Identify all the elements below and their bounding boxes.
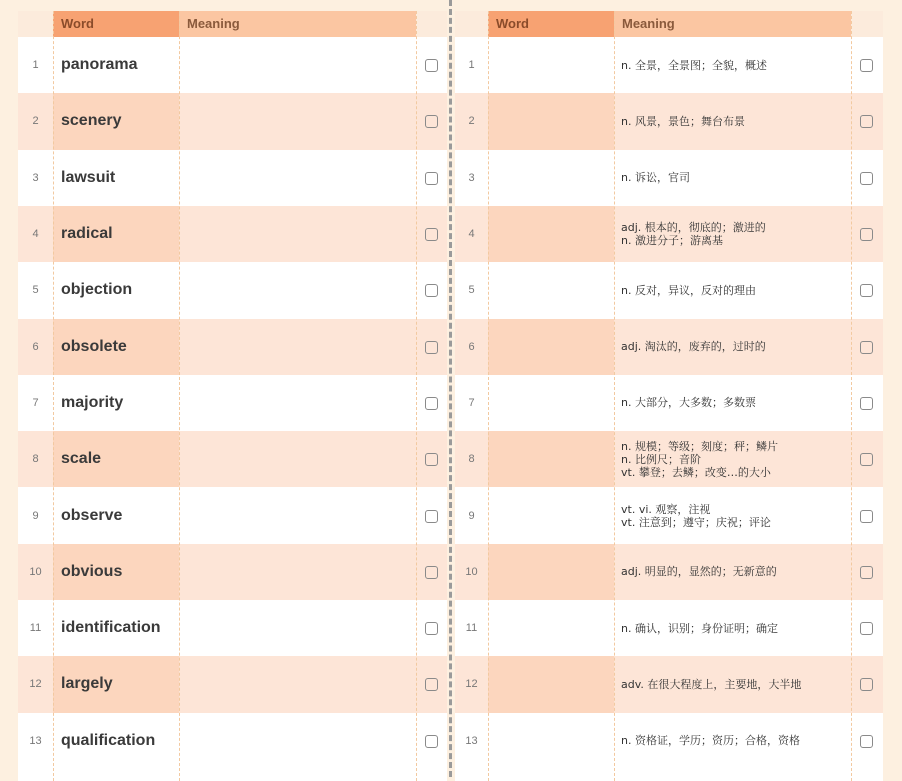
checkbox[interactable] <box>425 284 438 297</box>
meaning-line: n. 反对，异议，反对的理由 <box>621 283 756 297</box>
right-panel-meaning-list <box>455 11 883 781</box>
meaning-cell[interactable] <box>179 206 416 262</box>
checkbox[interactable] <box>425 453 438 466</box>
word-cell[interactable] <box>488 150 614 206</box>
word-cell[interactable] <box>488 206 614 262</box>
meaning-cell[interactable] <box>614 37 851 93</box>
table-row <box>18 600 447 656</box>
checkbox[interactable] <box>860 172 873 185</box>
row-number: 5 <box>32 284 39 297</box>
word-cell[interactable] <box>488 656 614 712</box>
checkbox[interactable] <box>425 115 438 128</box>
table-row <box>455 150 883 206</box>
table-row <box>18 431 447 487</box>
left-panel-word-list <box>18 11 447 781</box>
row-number: 12 <box>29 678 42 691</box>
meaning-line: n. 诉讼，官司 <box>621 171 690 185</box>
word-cell[interactable] <box>488 262 614 318</box>
table-row <box>18 544 447 600</box>
table-row <box>455 713 883 769</box>
meaning-cell[interactable] <box>179 37 416 93</box>
word-cell[interactable] <box>488 487 614 543</box>
row-number: 13 <box>29 734 42 747</box>
checkbox[interactable] <box>860 228 873 241</box>
word-cell[interactable]: largely <box>61 675 113 693</box>
word-cell[interactable] <box>488 93 614 149</box>
checkbox[interactable] <box>860 341 873 354</box>
meaning-line: n. 确认，识别；身份证明；确定 <box>621 621 778 635</box>
meaning-cell[interactable] <box>614 487 851 543</box>
checkbox[interactable] <box>860 735 873 748</box>
table-row <box>455 656 883 712</box>
word-cell[interactable]: objection <box>61 281 133 299</box>
row-number: 9 <box>32 509 39 522</box>
word-cell[interactable]: observe <box>61 506 123 524</box>
meaning-cell[interactable] <box>179 150 416 206</box>
row-number: 10 <box>29 565 42 578</box>
meaning-line: n. 全景，全景图；全貌，概述 <box>621 58 767 72</box>
meaning-line: n. 激进分子；游离基 <box>621 234 723 248</box>
meaning-cell[interactable] <box>614 656 851 712</box>
table-row <box>455 600 883 656</box>
word-cell[interactable]: identification <box>61 619 161 637</box>
checkbox[interactable] <box>425 341 438 354</box>
table-row <box>18 375 447 431</box>
header-check <box>416 11 447 37</box>
meaning-line: vt. 攀登；去鳞；改变…的大小 <box>621 465 771 479</box>
checkbox[interactable] <box>425 678 438 691</box>
word-cell[interactable] <box>488 713 614 769</box>
word-cell[interactable]: panorama <box>61 56 138 74</box>
meaning-line: adj. 根本的，彻底的；激进的 <box>621 221 766 235</box>
checkbox[interactable] <box>860 622 873 635</box>
header-word: Word <box>53 11 179 37</box>
word-cell[interactable]: majority <box>61 393 124 411</box>
table-row <box>455 375 883 431</box>
table-row <box>455 319 883 375</box>
row-number: 3 <box>468 171 475 184</box>
checkbox[interactable] <box>425 59 438 72</box>
word-cell[interactable]: radical <box>61 225 113 243</box>
table-row <box>18 262 447 318</box>
meaning-line: n. 大部分，大多数；多数票 <box>621 396 756 410</box>
column-guide <box>416 11 417 781</box>
table-row <box>18 656 447 712</box>
meaning-line: adv. 在很大程度上，主要地，大半地 <box>621 677 802 691</box>
meaning-cell[interactable] <box>614 713 851 769</box>
word-cell[interactable]: scale <box>61 450 102 468</box>
table-row <box>18 487 447 543</box>
row-number: 1 <box>468 59 475 72</box>
meaning-line: adj. 明显的，显然的；无新意的 <box>621 565 777 579</box>
row-number: 11 <box>465 622 478 635</box>
row-number: 9 <box>468 509 475 522</box>
row-number: 13 <box>465 734 478 747</box>
checkbox[interactable] <box>860 566 873 579</box>
table-row <box>18 150 447 206</box>
table-row <box>18 713 447 769</box>
header-check <box>851 11 883 37</box>
word-cell[interactable]: lawsuit <box>61 168 116 186</box>
checkbox[interactable] <box>860 453 873 466</box>
meaning-cell[interactable] <box>614 319 851 375</box>
row-number: 8 <box>32 453 39 466</box>
row-number: 6 <box>468 340 475 353</box>
meaning-line: vt. 注意到；遵守；庆祝；评论 <box>621 515 771 529</box>
column-guide <box>851 11 852 781</box>
checkbox[interactable] <box>425 735 438 748</box>
column-guide <box>488 11 489 781</box>
meaning-cell[interactable] <box>179 93 416 149</box>
row-number: 1 <box>32 59 39 72</box>
meaning-cell[interactable] <box>179 544 416 600</box>
row-number: 2 <box>468 115 475 128</box>
row-number: 7 <box>32 396 39 409</box>
column-guide <box>53 11 54 781</box>
row-number: 11 <box>29 622 42 635</box>
table-row <box>455 93 883 149</box>
row-number: 8 <box>468 453 475 466</box>
table-row <box>18 37 447 93</box>
word-cell[interactable] <box>488 600 614 656</box>
checkbox[interactable] <box>860 59 873 72</box>
row-number: 4 <box>468 228 475 241</box>
table-row <box>18 319 447 375</box>
header-number <box>455 11 488 37</box>
meaning-cell[interactable] <box>614 262 851 318</box>
meaning-line: vt. vi. 观察，注视 <box>621 502 711 516</box>
meaning-cell[interactable] <box>179 600 416 656</box>
row-number: 2 <box>32 115 39 128</box>
right-table-header <box>455 11 883 37</box>
row-number: 10 <box>465 565 478 578</box>
word-cell[interactable] <box>488 319 614 375</box>
word-cell[interactable] <box>488 375 614 431</box>
checkbox[interactable] <box>425 172 438 185</box>
checkbox[interactable] <box>425 228 438 241</box>
row-number: 5 <box>468 284 475 297</box>
row-number: 7 <box>468 396 475 409</box>
checkbox[interactable] <box>425 397 438 410</box>
checkbox[interactable] <box>425 566 438 579</box>
word-cell[interactable]: obsolete <box>61 337 127 355</box>
meaning-line: n. 比例尺；音阶 <box>621 452 701 466</box>
meaning-cell[interactable] <box>179 375 416 431</box>
header-meaning: Meaning <box>614 11 851 37</box>
meaning-cell[interactable] <box>614 431 851 487</box>
meaning-line: n. 规模；等级；刻度；秤；鳞片 <box>621 439 778 453</box>
meaning-line: adj. 淘汰的，废弃的，过时的 <box>621 340 766 354</box>
meaning-cell[interactable] <box>614 600 851 656</box>
checkbox[interactable] <box>860 397 873 410</box>
row-number: 6 <box>32 340 39 353</box>
meaning-cell[interactable] <box>179 319 416 375</box>
row-number: 3 <box>32 171 39 184</box>
word-cell[interactable]: scenery <box>61 112 122 130</box>
meaning-cell[interactable] <box>614 544 851 600</box>
column-guide <box>179 11 180 781</box>
checkbox[interactable] <box>425 622 438 635</box>
table-row <box>455 206 883 262</box>
meaning-cell[interactable] <box>179 487 416 543</box>
meaning-cell[interactable] <box>614 93 851 149</box>
word-cell[interactable] <box>488 544 614 600</box>
checkbox[interactable] <box>860 115 873 128</box>
meaning-cell[interactable] <box>179 713 416 769</box>
left-table-header <box>18 11 447 37</box>
meaning-cell[interactable] <box>614 375 851 431</box>
checkbox[interactable] <box>860 678 873 691</box>
word-cell[interactable]: qualification <box>61 731 156 749</box>
row-number: 12 <box>465 678 478 691</box>
table-row <box>18 206 447 262</box>
meaning-cell[interactable] <box>614 206 851 262</box>
checkbox[interactable] <box>860 510 873 523</box>
word-cell[interactable] <box>488 37 614 93</box>
meaning-line: n. 资格证，学历；资历；合格，资格 <box>621 734 800 748</box>
checkbox[interactable] <box>425 510 438 523</box>
table-row <box>455 37 883 93</box>
table-row <box>455 262 883 318</box>
cut-line-divider <box>449 0 452 777</box>
row-number: 4 <box>32 228 39 241</box>
meaning-cell[interactable] <box>179 431 416 487</box>
meaning-cell[interactable] <box>614 150 851 206</box>
column-guide <box>614 11 615 781</box>
table-row <box>455 431 883 487</box>
meaning-cell[interactable] <box>179 262 416 318</box>
header-word: Word <box>488 11 614 37</box>
table-row <box>455 544 883 600</box>
meaning-cell[interactable] <box>179 656 416 712</box>
table-row <box>455 487 883 543</box>
header-meaning: Meaning <box>179 11 416 37</box>
table-row <box>18 93 447 149</box>
checkbox[interactable] <box>860 284 873 297</box>
word-cell[interactable]: obvious <box>61 562 123 580</box>
word-cell[interactable] <box>488 431 614 487</box>
meaning-line: n. 风景，景色；舞台布景 <box>621 114 745 128</box>
header-number <box>18 11 53 37</box>
